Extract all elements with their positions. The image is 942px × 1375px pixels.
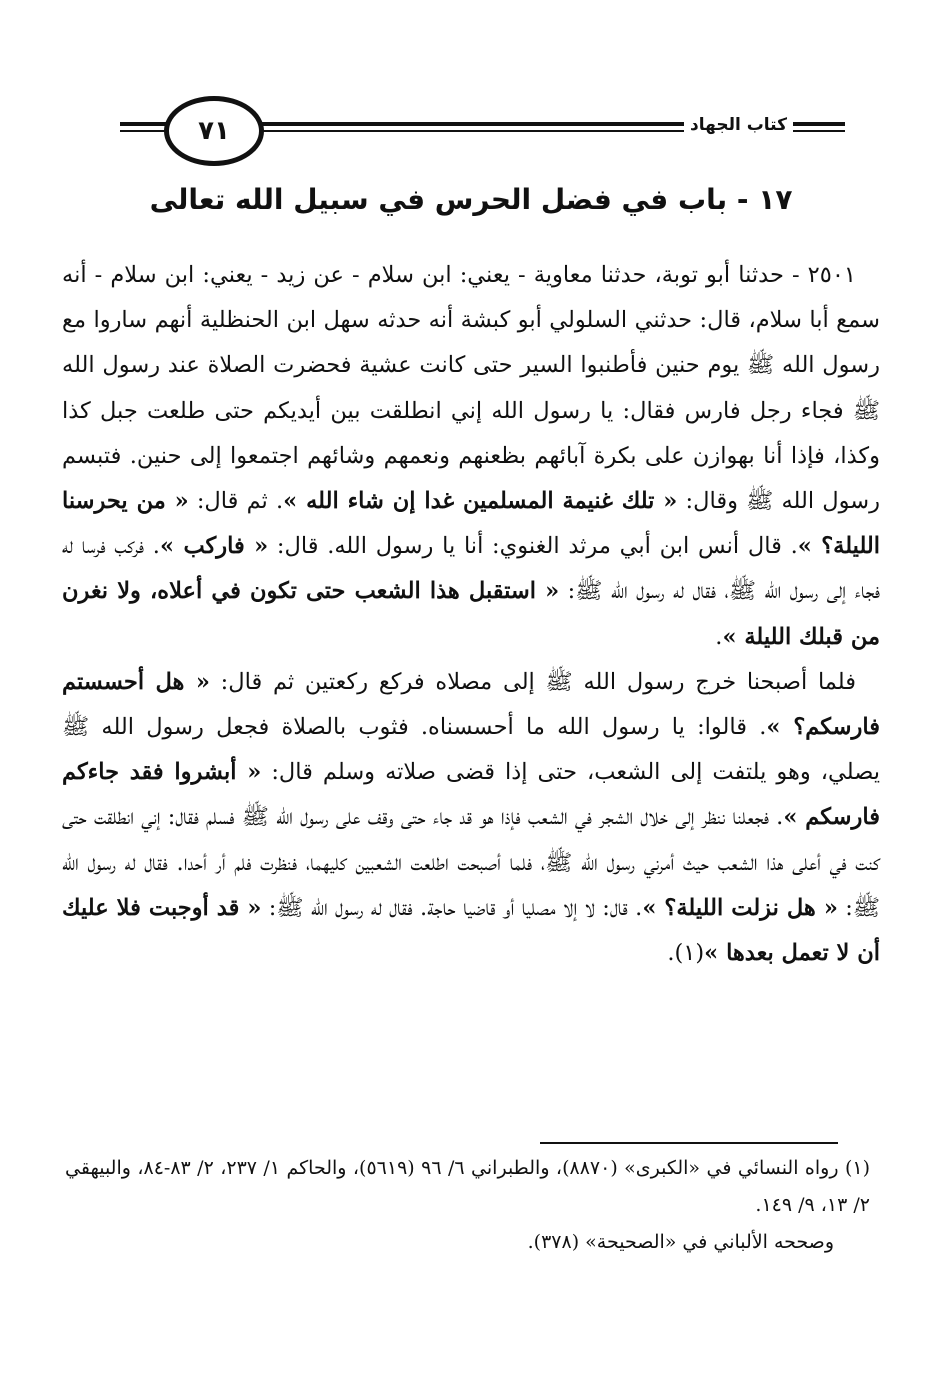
prophet-quote: « هل نزلت الليلة؟ » bbox=[642, 894, 838, 921]
chapter-title: ١٧ - باب في فضل الحرس في سبيل الله تعالى bbox=[149, 183, 793, 216]
text-run: ٢٥٠١ - حدثنا أبو توبة، حدثنا معاوية - يعني: ابن سلام - عن زيد - يعني: ابن سلام - أنه سمع أبا سلام، قال: حدثني السلولي أبو كبشة أنه حدثه سهل ابن الحنظلية أنهم ساروا مع رسول الله ﷺ يوم حنين فأطنبوا السير حتى كانت عشية فحضرت الصلاة عند رسول الله ﷺ فجاء رجل فارس فقال: يا رسول الله إني انطلقت بين أيديكم حتى طلعت جبل كذا وكذا، فإذا أنا بهوازن على بكرة آبائهم بظعنهم ونعمهم وشائهم اجتمعوا إلى حنين. فتبسم رسول الله ﷺ وقال: bbox=[62, 262, 880, 515]
text-run: . فركب فرسا له فجاء إلى رسول الله ﷺ، فقال له رسول الله ﷺ: bbox=[62, 533, 880, 605]
paragraph-1 bbox=[62, 253, 880, 660]
prophet-quote: « تلك غنيمة المسلمين غدا إن شاء الله » bbox=[283, 488, 678, 515]
running-header bbox=[120, 95, 845, 165]
page-number: ٧١ bbox=[164, 96, 264, 166]
running-title: كتاب الجهاد bbox=[684, 115, 793, 135]
prophet-quote: « من يحرسنا الليلة؟ » bbox=[62, 488, 881, 560]
prophet-quote: « هل أحسستم فارسكم؟ » bbox=[62, 668, 880, 741]
footnote-1: (١) رواه النسائي في «الكبرى» (٨٨٧٠)، والطبراني ٦/ ٩٦ (٥٦١٩)، والحاكم ١/ ٢٣٧، ٢/ ٨٣-٨٤، والبيهقي ٢/ ١٣، ٩/ ١٤٩. bbox=[65, 1157, 870, 1216]
text-run: فلما أصبحنا خرج رسول الله ﷺ إلى مصلاه فركع ركعتين ثم قال: bbox=[209, 668, 857, 695]
text-run: . ثم قال: bbox=[188, 488, 284, 515]
text-run: . bbox=[715, 623, 723, 650]
text-run: . فجعلنا ننظر إلى خلال الشجر في الشعب فإذا هو قد جاء حتى وقف على رسول الله ﷺ فسلم فقال: إني انطلقت حتى كنت في أعلى هذا الشعب حيث أمرني رسول الله ﷺ، فلما أصبحت اطلعت الشعبين كليهما، فنظرت فلم أر أحدا. فقال له رسول الله ﷺ: bbox=[62, 804, 880, 921]
text-run: . قال: لا إلا مصليا أو قاضيا حاجة. فقال له رسول الله ﷺ: bbox=[261, 894, 643, 921]
footnotes bbox=[65, 1150, 870, 1261]
prophet-quote: « استقبل هذا الشعب حتى تكون في أعلاه، ولا نغرن من قبلك الليلة » bbox=[62, 578, 880, 650]
prophet-quote: « قد أوجبت فلا عليك أن لا تعمل بعدها » bbox=[62, 894, 880, 967]
footnote-1-continued: وصححه الألباني في «الصحيحة» (٣٧٨). bbox=[527, 1231, 834, 1253]
footnote-marker: (١). bbox=[667, 940, 705, 967]
paragraph-2 bbox=[62, 660, 880, 976]
hadith-text bbox=[62, 253, 880, 976]
prophet-quote: « أبشروا فقد جاءكم فارسكم » bbox=[62, 759, 880, 831]
text-run: . قال أنس ابن أبي مرثد الغنوي: أنا يا رسول الله. قال: bbox=[268, 533, 798, 560]
text-run: . قالوا: يا رسول الله ما أحسسناه. فثوب بالصلاة فجعل رسول الله ﷺ يصلي، وهو يلتفت إلى الشعب، حتى إذا قضى صلاته وسلم قال: bbox=[62, 714, 880, 786]
footnote-separator bbox=[540, 1142, 838, 1144]
prophet-quote: « فاركب » bbox=[159, 533, 269, 560]
